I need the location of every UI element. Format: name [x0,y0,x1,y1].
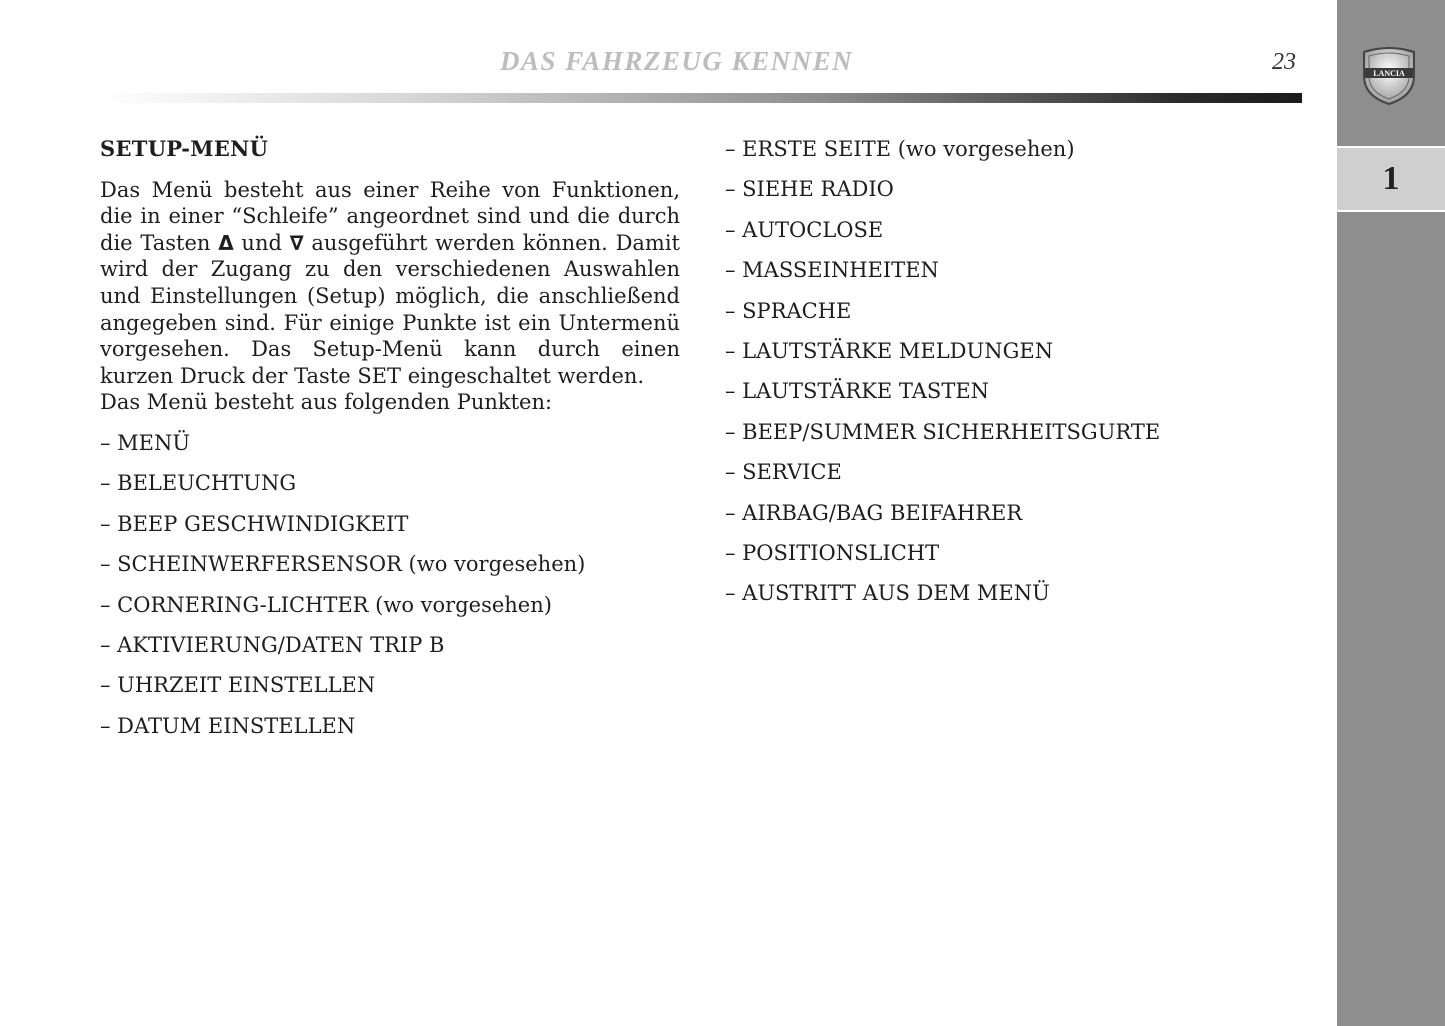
menu-items-right [725,136,1305,621]
right-column [725,136,1305,621]
page-number: 23 [1272,49,1296,75]
chapter-tab: 1 [1337,146,1445,212]
list-item: – BEEP/SUMMER SICHERHEITSGURTE [725,419,1161,444]
list-item: – CORNERING-LICHTER (wo vorgesehen) [100,592,552,617]
list-item: – AKTIVIERUNG/DATEN TRIP B [100,632,445,657]
list-item: – MASSEINHEITEN [725,258,939,283]
section-heading: SETUP-MENÜ [100,136,269,161]
list-item: – BEEP GESCHWINDIGKEIT [100,511,409,536]
header-rule [100,93,1302,103]
menu-items-left [100,430,680,753]
list-item: – AUSTRITT AUS DEM MENÜ [725,581,1050,606]
paragraph-text-2: ausgeführt werden können. Damit wird der Zugang zu den verschiedenen Auswahlen und Einstellungen (Setup) möglich, die anschließend angegeben sind. Für einige Punkte ist ein Untermenü vorgesehen. Das Setup-Menü kann durch einen kurzen Druck der Taste SET eingeschaltet werden. [100,230,680,388]
paragraph-text-1: Das Menü besteht aus einer Reihe von Funktionen, die in einer “Schleife” angeordnet sind und die durch die Tasten [100,177,680,255]
left-column [100,136,680,753]
page-header-title: DAS FAHRZEUG KENNEN [500,46,854,76]
list-item: – SERVICE [725,460,842,485]
list-item: – DATUM EINSTELLEN [100,713,356,738]
list-item: – SIEHE RADIO [725,177,894,202]
up-triangle-icon: Δ [218,230,234,255]
list-item: – BELEUCHTUNG [100,471,297,496]
list-item: – POSITIONSLICHT [725,540,940,565]
list-item: – UHRZEIT EINSTELLEN [100,673,376,698]
list-item: – AIRBAG/BAG BEIFAHRER [725,500,1023,525]
list-item: – MENÜ [100,430,191,455]
down-triangle-icon: ∇ [289,230,304,255]
list-item: – LAUTSTÄRKE MELDUNGEN [725,338,1054,363]
section-paragraph [100,177,680,390]
list-item: – SPRACHE [725,298,852,323]
paragraph-and: und [233,230,290,255]
lancia-logo [1360,46,1418,106]
list-item: – AUTOCLOSE [725,217,884,242]
list-item: – LAUTSTÄRKE TASTEN [725,379,990,404]
list-item: – SCHEINWERFERSENSOR (wo vorgesehen) [100,552,586,577]
list-item: – ERSTE SEITE (wo vorgesehen) [725,137,1075,161]
list-intro: Das Menü besteht aus folgenden Punkten: [100,390,553,415]
logo-text: LANCIA [1373,69,1405,78]
